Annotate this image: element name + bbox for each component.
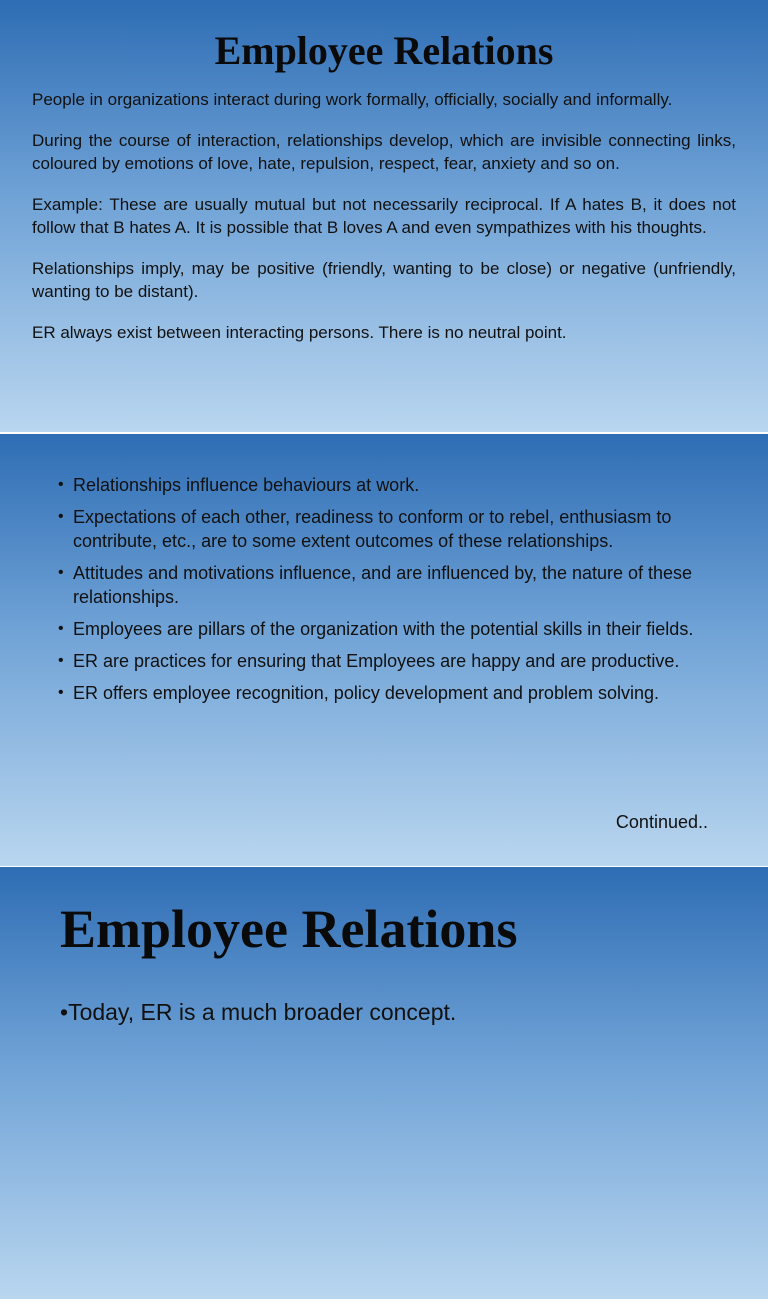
bullet-icon: • — [58, 684, 64, 701]
bullet-item — [58, 473, 705, 497]
bullet-text: ER are practices for ensuring that Employees are happy and are productive. — [73, 651, 680, 671]
bullet-icon: • — [58, 476, 64, 493]
bullet-icon: • — [58, 652, 64, 669]
slide-3-title: Employee Relations — [60, 899, 518, 959]
bullet-item — [60, 997, 456, 1027]
slide-2-bullet-list — [58, 473, 718, 713]
paragraph: Example: These are usually mutual but not necessarily reciprocal. If A hates B, it does not follow that B hates A. It is possible that B loves A and even sympathizes with his thoughts. — [32, 195, 736, 237]
bullet-item — [58, 681, 705, 705]
bullet-text: Expectations of each other, readiness to conform or to rebel, enthusiasm to contribute, etc., are to some extent outcomes of these relationships. — [73, 507, 672, 551]
bullet-item — [58, 617, 705, 641]
paragraph: During the course of interaction, relationships develop, which are invisible connecting links, coloured by emotions of love, hate, repulsion, respect, fear, anxiety and so on. — [32, 131, 736, 173]
paragraph: Relationships imply, may be positive (friendly, wanting to be close) or negative (unfriendly, wanting to be distant). — [32, 259, 736, 301]
slide-1 — [0, 0, 768, 432]
bullet-item — [58, 505, 705, 553]
bullet-text: Today, ER is a much broader concept. — [68, 999, 457, 1025]
bullet-text: Attitudes and motivations influence, and are influenced by, the nature of these relationships. — [73, 563, 693, 607]
slide-1-body — [32, 88, 736, 362]
bullet-icon: • — [58, 564, 64, 581]
bullet-icon: • — [58, 508, 64, 525]
slide-1-title: Employee Relations — [214, 28, 554, 73]
paragraph: People in organizations interact during work formally, officially, socially and informally. — [32, 90, 673, 109]
slide-2 — [0, 434, 768, 866]
paragraph: ER always exist between interacting persons. There is no neutral point. — [32, 323, 567, 342]
bullet-icon: • — [58, 620, 64, 637]
slide-3 — [0, 867, 768, 1299]
bullet-icon: • — [60, 999, 69, 1025]
continued-label: Continued.. — [615, 812, 708, 832]
bullet-text: Relationships influence behaviours at work. — [73, 475, 420, 495]
bullet-item — [58, 561, 705, 609]
bullet-text: Employees are pillars of the organization with the potential skills in their fields. — [73, 619, 694, 639]
bullet-item — [58, 649, 705, 673]
bullet-text: ER offers employee recognition, policy development and problem solving. — [73, 683, 659, 703]
